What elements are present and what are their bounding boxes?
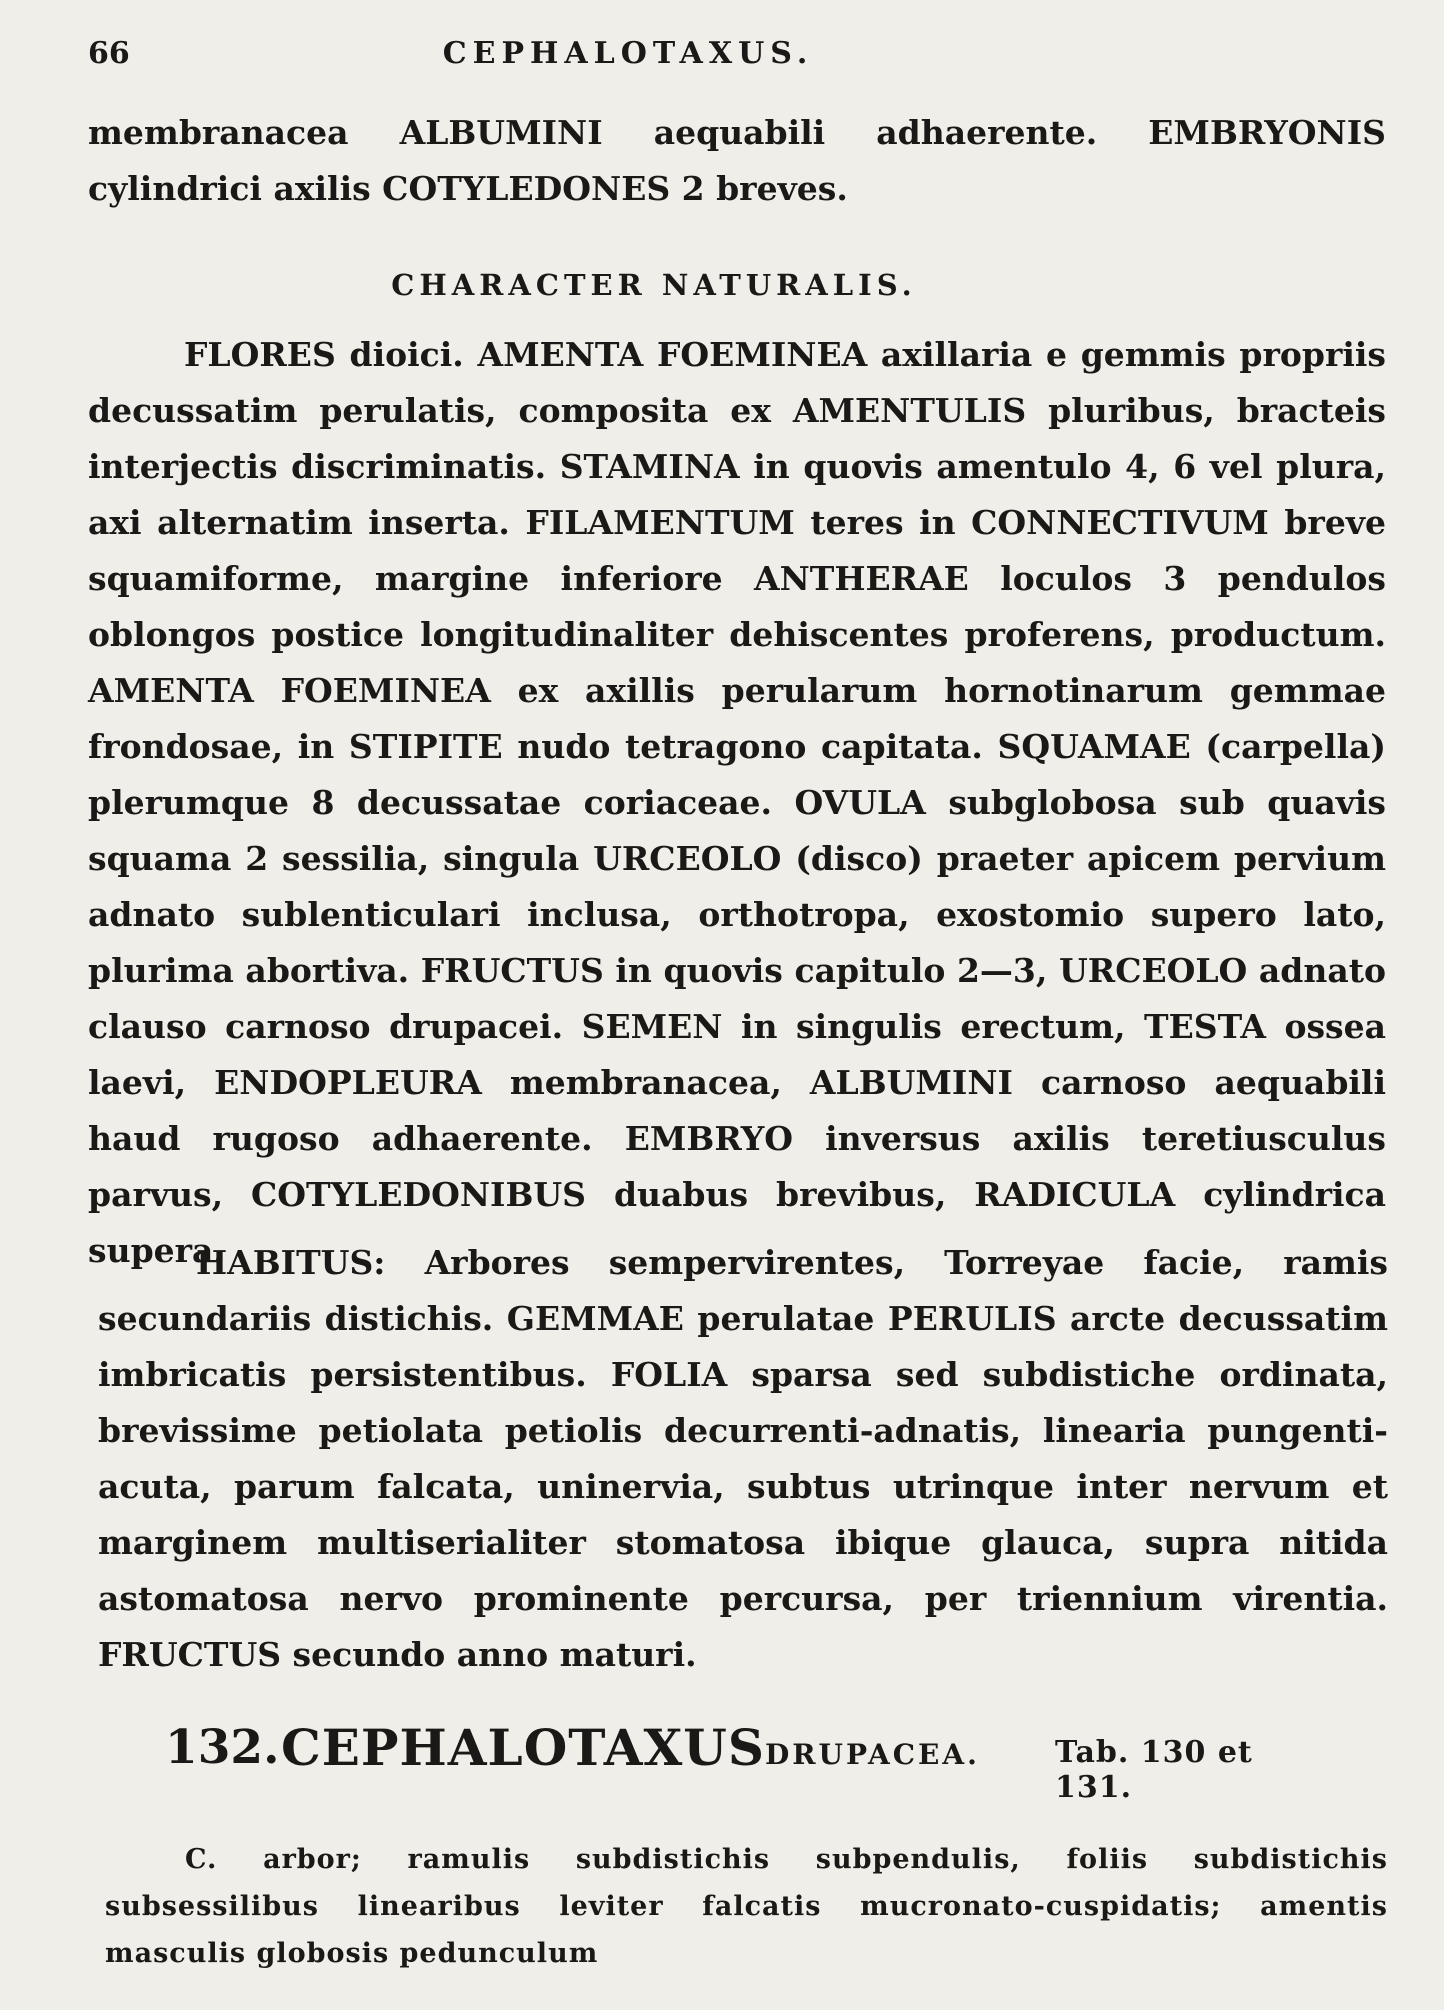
entry-number: 132. xyxy=(165,1720,280,1775)
page-number: 66 xyxy=(88,36,130,71)
character-paragraph: FLORES dioici. AMENTA FOEMINEA axillaria e gemmis propriis decussatim perulatis, composita ex AMENTULIS pluribus, bracteis interjectis discriminatis. STAMINA in quovis amentulo 4, 6 vel plura, axi alternatim inserta. FILAMENTUM teres in CONNECTIVUM breve squamiforme, margine inferiore ANTHERAE loculos 3 pendulos oblongos postice longitudinaliter dehiscentes proferens, productum. AMENTA FOEMINEA ex axillis perularum hornotinarum gemmae frondosae, in STIPITE nudo tetragono capitata. SQUAMAE (carpella) plerumque 8 decussatae coriaceae. OVULA subglobosa sub quavis squama 2 sessilia, singula URCEOLO (disco) praeter apicem pervium adnato sublenticulari inclusa, orthotropa, exostomio supero lato, plurima abortiva. FRUCTUS in quovis capitulo 2—3, URCEOLO adnato clauso carnoso drupacei. SEMEN in singulis erectum, TESTA ossea laevi, ENDOPLEURA membranacea, ALBUMINI carnoso aequabili haud rugoso adhaerente. EMBRYO inversus axilis teretiusculus parvus, COTYLEDONIBUS duabus brevibus, RADICULA cylindrica supera. xyxy=(88,335,1386,1270)
habitus-text-block xyxy=(98,1235,1388,1683)
species-entry-heading xyxy=(165,1718,1335,1805)
entry-genus: CEPHALOTAXUS xyxy=(281,1718,766,1777)
species-diagnosis-block xyxy=(105,1836,1388,1977)
running-title: CEPHALOTAXUS. xyxy=(442,36,814,71)
entry-species: DRUPACEA. xyxy=(765,1738,980,1771)
section-heading: CHARACTER NATURALIS. xyxy=(391,268,917,302)
running-head xyxy=(88,36,1388,76)
character-text-block xyxy=(88,327,1386,1279)
intro-text-block xyxy=(88,105,1386,217)
species-diagnosis: C. arbor; ramulis subdistichis subpendulis, foliis subdistichis subsessilibus linearibus leviter falcatis mucronato-cuspidatis; amentis masculis globosis pedunculum xyxy=(105,1844,1388,1969)
habitus-paragraph: HABITUS: Arbores sempervirentes, Torreyae facie, ramis secundariis distichis. GEMMAE perulatae PERULIS arcte decussatim imbricatis persistentibus. FOLIA sparsa sed subdistiche ordinata, brevissime petiolata petiolis decurrenti-adnatis, linearia pungenti-acuta, parum falcata, uninervia, subtus utrinque inter nervum et marginem multiserialiter stomatosa ibique glauca, supra nitida astomatosa nervo prominente percursa, per triennium virentia. FRUCTUS secundo anno maturi. xyxy=(98,1243,1388,1674)
plate-reference: Tab. 130 et 131. xyxy=(1055,1735,1253,1805)
intro-paragraph: membranacea ALBUMINI aequabili adhaerente. EMBRYONIS cylindrici axilis COTYLEDONES 2 breves. xyxy=(88,113,1386,208)
